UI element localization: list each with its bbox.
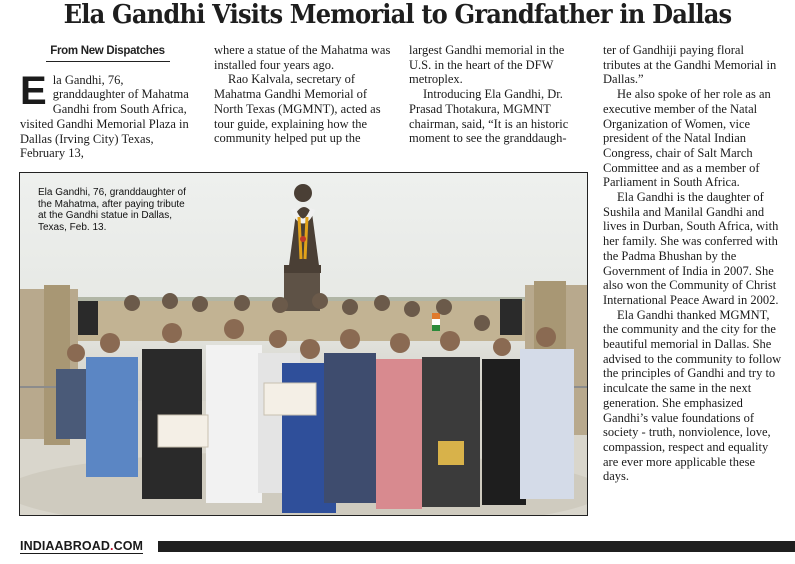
- article-column-4: [603, 43, 783, 484]
- headline: Ela Gandhi Visits Memorial to Grandfather in Dallas: [63, 0, 732, 30]
- paragraph: where a statue of the Mahatma was installed four years ago.: [214, 43, 391, 72]
- site-logo[interactable]: [20, 540, 143, 554]
- article-column-1: [20, 43, 195, 161]
- drop-cap: E: [20, 68, 47, 113]
- lead-paragraph: [20, 68, 195, 161]
- paragraph: Ela Gandhi thanked MGMNT, the community and the city for the beautiful memorial in Dallas. She advised to the community to follow the principles of Gandhi and try to inculcate the same in the next generation. She emphasized Gandhi’s value foundations of society - truth, nonviolence, love, compassion, respect and equality are ever more applicable these days.: [603, 307, 782, 484]
- photo-caption: Ela Gandhi, 76, granddaughter of the Mahatma, after paying tribute at the Gandhi statue in Dallas, Texas, Feb. 13.: [38, 187, 186, 233]
- footer-bar: [158, 541, 795, 552]
- article-column-3: [409, 43, 589, 146]
- paragraph: largest Gandhi memorial in the U.S. in the heart of the DFW metroplex.: [409, 43, 565, 87]
- paragraph: ter of Gandhiji paying floral tributes at the Gandhi Memorial in Dallas.”: [603, 43, 777, 87]
- article-column-2: [214, 43, 394, 146]
- paragraph: Ela Gandhi is the daughter of Sushila and Manilal Gandhi and lives in Durban, South Africa, with her family. She was conferred with the Padma Bhushan by the Government of India in 2007. She also won the Community of Christ International Peace Award in 2002.: [603, 190, 779, 307]
- paragraph: He also spoke of her role as an executive member of the Natal Organization of Women, vice president of the Natal Indian Congress, chair of Salt March Committee and as a member of Parliament in South Africa.: [603, 87, 771, 190]
- logo-suffix: COM: [113, 539, 144, 553]
- paragraph: Introducing Ela Gandhi, Dr. Prasad Thotakura, MGMNT chairman, said, “It is an historic moment to see the granddaugh-: [409, 87, 569, 146]
- lead-text: la Gandhi, 76, granddaughter of Mahatma Gandhi from South Africa, visited Gandhi Memorial Plaza in Dallas (Irving City) Texas, February 13,: [20, 72, 189, 161]
- logo-main: INDIAABROAD: [20, 539, 110, 553]
- logo-dot: .: [110, 539, 114, 553]
- paragraph: Rao Kalvala, secretary of Mahatma Gandhi Memorial of North Texas (MGMNT), acted as tour guide, explaining how the community helped put up the: [214, 72, 381, 146]
- kicker: From New Dispatches: [46, 44, 170, 62]
- group-photo: [19, 172, 588, 516]
